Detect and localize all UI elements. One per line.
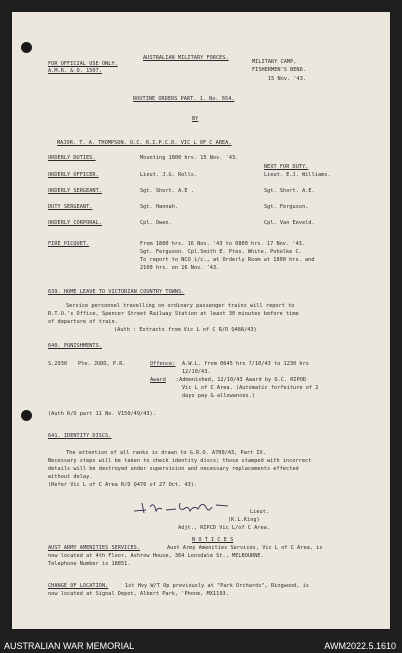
award-line: :Admonished, 12/10/43 Award by O.C. RIPOD [176, 377, 307, 383]
orders-title: ROUTINE ORDERS PART. 1. No. 654. [133, 96, 235, 102]
offence-line: A.W.L. from 0645 hrs 7/10/43 to 1230 hrs [182, 361, 309, 367]
amenities-line: Aust Army Amenities Services, Vic L of C Area, is [167, 545, 323, 551]
order-641-line: without delay. [48, 474, 93, 480]
duty-next: Lieut. E.J. Williams. [264, 172, 331, 178]
fire-picquet-line: 2100 hrs. on 16 Nov. '43. [140, 265, 220, 271]
duty-role: ORDERLY OFFICER. [48, 172, 99, 178]
order-640-auth: (Auth R/O part 11 No. V150/49/43). [48, 411, 156, 417]
duty-role: DUTY SERGEANT. [48, 204, 93, 210]
punch-hole [21, 410, 32, 421]
soldier-name: Pte. JUDD, P.R. [78, 361, 126, 367]
amenities-line: now located at 4th Floor, Ashrow House, 364 Lonsdale St., MELBOURNE. [48, 553, 264, 559]
fire-picquet-line: To report to NCO i/c., at Orderly Room at 1800 hrs. and [140, 257, 315, 263]
offence-line: 12/10/43. [182, 369, 211, 375]
fire-picquet-label: FIRE PICQUET. [48, 241, 90, 247]
order-641-line: Necessary steps will be taken to check identity discs; those stamped with incorrect [48, 458, 312, 464]
signature-appointment: Adjt., RIPCD Vic L/of C Area. [178, 525, 271, 531]
next-for-duty-header: NEXT FOR DUTY. [264, 164, 309, 170]
amenities-line: Telephone Number is 18851. [48, 561, 131, 567]
offence-label: Offence: [150, 361, 176, 367]
award-line: days pay & allowances.) [182, 393, 255, 399]
official-use-line-1: FOR OFFICIAL USE ONLY. [48, 61, 118, 67]
signature-name: (K.L.King) [228, 517, 260, 523]
footer-accession-number: AWM2022.5.1610 [324, 641, 396, 651]
duty-next: Sgt. Ferguson. [264, 204, 309, 210]
handwritten-signature [132, 497, 242, 517]
by-line: BY [192, 116, 199, 122]
order-641-heading: 641. IDENTITY DISCS. [48, 433, 112, 439]
amenities-label: AUST ARMY AMENITIES SERVICES. [48, 545, 141, 551]
award-label: Award [150, 377, 166, 383]
punch-hole [21, 42, 32, 53]
duty-role: ORDERLY DUTIES. [48, 155, 96, 161]
duty-next: Cpl. Van Eeveld. [264, 220, 315, 226]
camp-line-2: FISHERMEN'S BEND. [252, 67, 306, 73]
order-639-line: Service personnel travelling on ordinary passenger trains will report to [66, 303, 295, 309]
commander-line: MAJOR. T. A. THOMPSON. O.C. R.I.P.C.D. VIC L OF C AREA. [57, 140, 232, 146]
duty-role: ORDERLY CORPORAL. [48, 220, 102, 226]
notices-heading: N O T I C E S [192, 537, 234, 543]
force-title: AUSTRALIAN MILITARY FORCES. [143, 55, 229, 61]
duty-current: Sgt. Hannah. [140, 204, 179, 210]
fire-picquet-line: From 1800 hrs. 16 Nov. '43 to 0800 hrs. 17 Nov. '43. [140, 241, 306, 247]
duty-current: Mounting 1800 hrs. 15 Nov. '43. [140, 155, 239, 161]
order-639-line: R.T.O.'s Office, Spencer Street Railway Station at least 30 minutes before time [48, 311, 299, 317]
order-639-auth: (Auth : Extracts from Vic L of C R/O Q488/43) [114, 327, 257, 333]
duty-current: Sgt. Short. A.E . [140, 188, 194, 194]
order-639-line: of departure of train. [48, 319, 118, 325]
order-641-ref: (Refer Vic L of C Area R/O Q476 of 27 Oct. 43). [48, 482, 198, 488]
official-use-line-2: A.M.R. & O. 1507. [48, 68, 102, 74]
award-line: Vic L of C Area. (Automatic forfeiture of 2 [182, 385, 319, 391]
duty-current: Cpl. Owen. [140, 220, 172, 226]
order-639-heading: 639. HOME LEAVE TO VICTORIAN COUNTRY TOWNS. [48, 289, 185, 295]
service-number: S.2930 [48, 361, 68, 367]
signature-rank: Lieut. [250, 509, 270, 515]
order-641-line: The attention of all ranks is drawn to G.R.O. A700/43, Part IX. [66, 450, 266, 456]
duty-next: Sgt. Short. A.E. [264, 188, 315, 194]
order-640-heading: 640. PUNISHMENTS. [48, 343, 102, 349]
header-date: 15 Nov. '43. [268, 76, 307, 82]
order-641-line: details will be destroyed under supervision and necessary replacements effected [48, 466, 299, 472]
fire-picquet-line: Sgt. Ferguson. Cpl.Smith E. Ptes. White. Poholke C. [140, 249, 302, 255]
duty-role: ORDERLY SERGEANT. [48, 188, 102, 194]
change-location-line: now located at Signal Depot, Albert Park, 'Phone, MX1193. [48, 591, 229, 597]
footer-institution: AUSTRALIAN WAR MEMORIAL [4, 641, 135, 651]
camp-line-1: MILITARY CAMP, [252, 59, 297, 65]
change-location-label: CHANGE OF LOCATION. [48, 583, 109, 589]
duty-current: Lieut. J.G. Rolls. [140, 172, 198, 178]
change-location-line: 1st Hvy W/T Op previously at "Park Orchards", Ringwood, is [125, 583, 310, 589]
